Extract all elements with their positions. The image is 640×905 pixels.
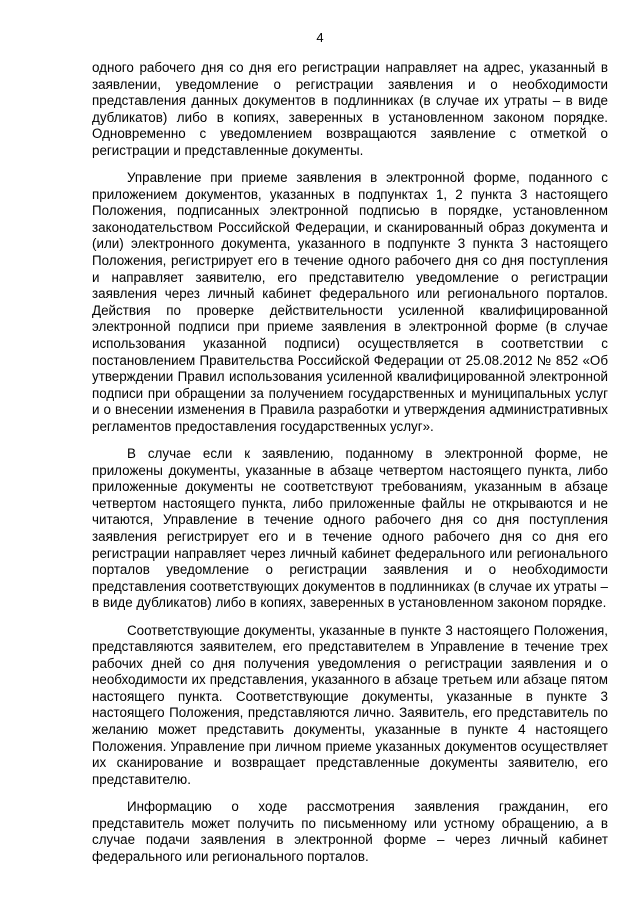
- paragraph-missing-documents: В случае если к заявлению, поданному в электронной форме, не приложены документы, указанные в абзаце четвертом настоящего пункта, либо приложенные документы не соответствуют требованиям, указанным в абзаце четвертом настоящего пункта, либо приложенные файлы не открываются и не читаются, Управление в течение одного рабочего дня со дня поступления заявления регистрирует его и в течение одного рабочего дня со дня его регистрации направляет через личный кабинет федерального или регионального порталов уведомление о регистрации заявления и о необходимости представления соответствующих документов в подлинниках (в случае их утраты – в виде дубликатов) либо в копиях, заверенных в установленном законом порядке.: [92, 446, 608, 611]
- document-body: [92, 60, 608, 876]
- page-number: 4: [316, 30, 324, 45]
- paragraph-electronic-application: Управление при приеме заявления в электронной форме, поданного с приложением документов, указанных в подпунктах 1, 2 пункта 3 настоящего Положения, подписанных электронной подписью в порядке, установленном законодательством Российской Федерации, и сканированный образ документа и (или) электронного документа, указанного в подпункте 3 пункта 3 настоящего Положения, регистрирует его в течение одного рабочего дня со дня поступления и направляет заявителю, его представителю уведомление о регистрации заявления через личный кабинет федерального или регионального порталов. Действия по проверке действительности усиленной квалифицированной электронной подписи при приеме заявления в электронной форме (в случае использования указанной подписи) осуществляется в соответствии с постановлением Правительства Российской Федерации от 25.08.2012 № 852 «Об утверждении Правил использования усиленной квалифицированной электронной подписи при обращении за получением государственных и муниципальных услуг и о внесении изменения в Правила разработки и утверждения административных регламентов предоставления государственных услуг».: [92, 170, 608, 434]
- paragraph-status-information: Информацию о ходе рассмотрения заявления гражданин, его представитель может получить по письменному или устному обращению, а в случае подачи заявления в электронной форме – через личный кабинет федерального или регионального порталов.: [92, 798, 608, 864]
- paragraph-continuation: одного рабочего дня со дня его регистрации направляет на адрес, указанный в заявлении, уведомление о регистрации заявления и о необходимости представления данных документов в подлинниках (в случае их утраты – в виде дубликатов) либо в копиях, заверенных в установленном законом порядке. Одновременно с уведомлением возвращаются заявление с отметкой о регистрации и представленные документы.: [92, 60, 608, 158]
- paragraph-document-submission: Соответствующие документы, указанные в пункте 3 настоящего Положения, представляются заявителем, его представителем в Управление в течение трех рабочих дней со дня получения уведомления о регистрации заявления и о необходимости их представления, указанного в абзаце третьем или абзаце пятом настоящего пункта. Соответствующие документы, указанные в пункте 3 настоящего Положения, представляются лично. Заявитель, его представитель по желанию может представить документы, указанные в пункте 4 настоящего Положения. Управление при личном приеме указанных документов осуществляет их сканирование и возвращает представленные документы заявителю, его представителю.: [92, 622, 608, 787]
